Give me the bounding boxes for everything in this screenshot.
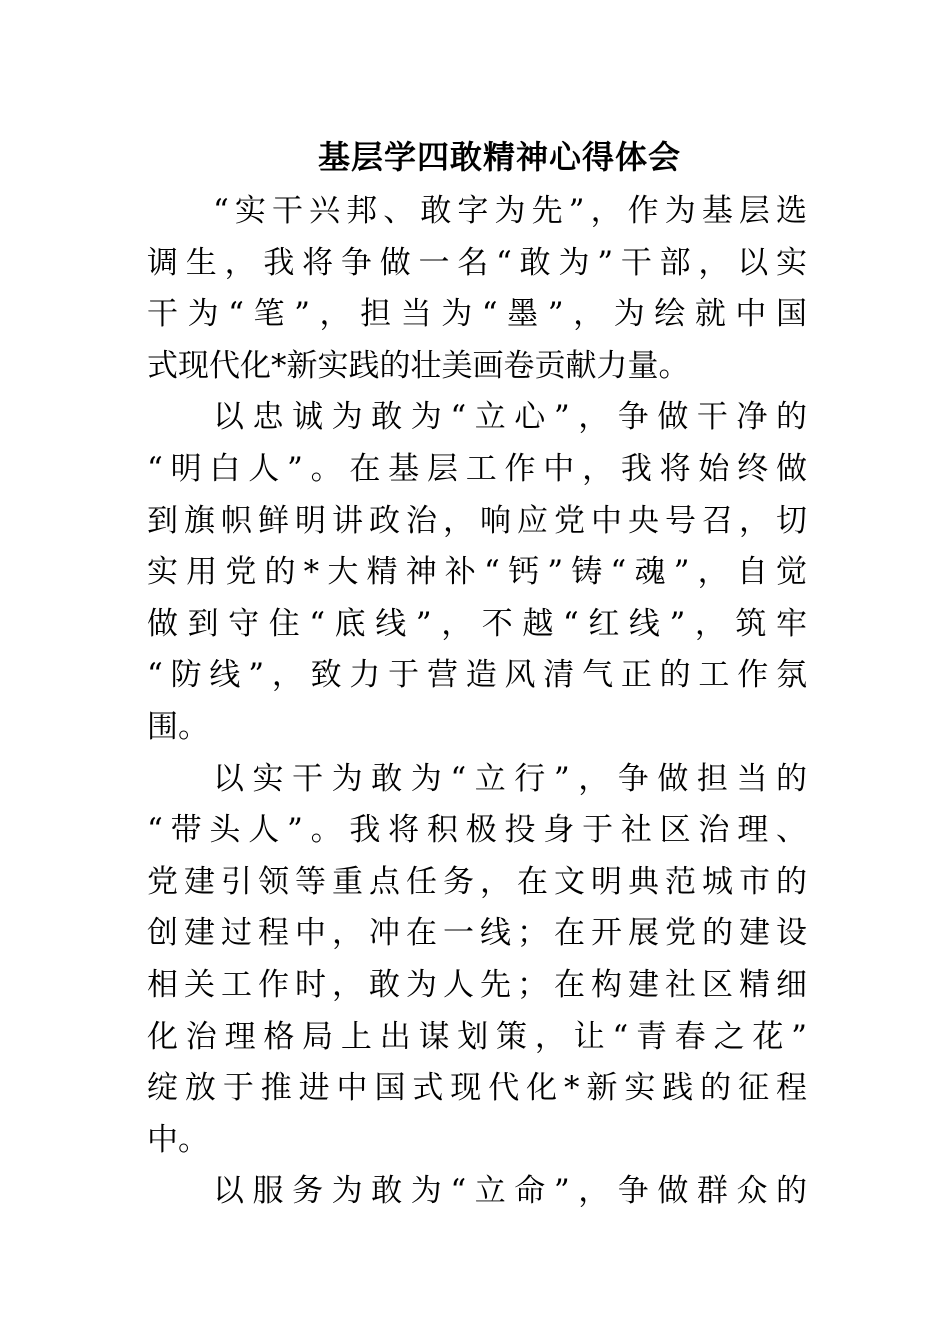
text-line: 以实干为敢为“立行”，争做担当的	[213, 760, 807, 797]
text-line: 创建过程中，冲在一线；在开展党的建设	[147, 915, 807, 952]
text-line: 干为“笔”，担当为“墨”，为绘就中国	[147, 296, 807, 333]
text-line: 绽放于推进中国式现代化*新实践的征程	[147, 1070, 807, 1107]
text-line: “实干兴邦、敢字为先”，作为基层选	[213, 193, 807, 229]
text-line: “防线”，致力于营造风清气正的工作氛	[147, 657, 807, 694]
text-line: 做到守住“底线”，不越“红线”，筑牢	[147, 605, 807, 642]
text-line: 中。	[147, 1121, 209, 1158]
text-line: 到旗帜鲜明讲政治，响应党中央号召，切	[147, 502, 807, 539]
text-line: 以服务为敢为“立命”，争做群众的	[213, 1173, 807, 1210]
text-line: 化治理格局上出谋划策，让“青春之花”	[147, 1018, 807, 1055]
document-body	[147, 186, 807, 1218]
text-line: “明白人”。在基层工作中，我将始终做	[147, 450, 807, 487]
text-line: 围。	[147, 708, 209, 745]
text-line: 以忠诚为敢为“立心”，争做干净的	[213, 399, 807, 436]
paragraph-loyalty	[147, 392, 807, 753]
text-line: 党建引领等重点任务，在文明典范城市的	[147, 863, 807, 900]
text-line: 式现代化*新实践的壮美画卷贡献力量。	[147, 347, 690, 384]
text-line: 相关工作时，敢为人先；在构建社区精细	[147, 966, 807, 1003]
paragraph-service	[147, 1166, 807, 1218]
paragraph-intro	[147, 186, 807, 392]
document-title: 基层学四敢精神心得体会	[318, 138, 682, 176]
text-line: “带头人”。我将积极投身于社区治理、	[147, 812, 807, 849]
text-line: 调生，我将争做一名“敢为”干部，以实	[147, 244, 807, 281]
paragraph-practice	[147, 754, 807, 1167]
text-line: 实用党的*大精神补“钙”铸“魂”，自觉	[147, 554, 807, 591]
